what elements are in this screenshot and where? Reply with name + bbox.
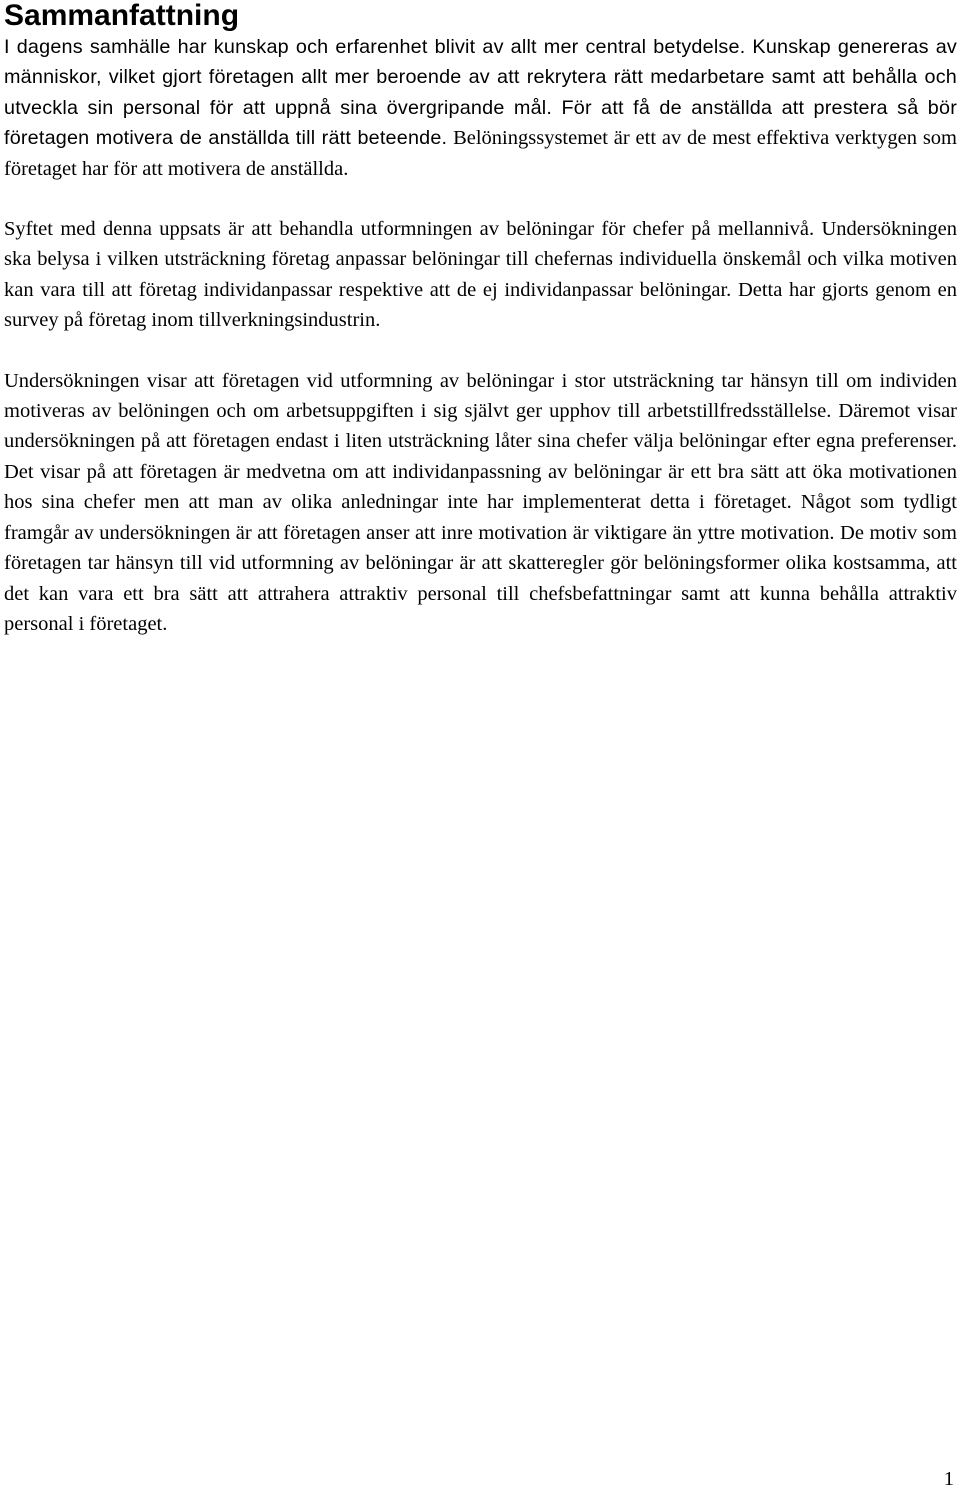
paragraph-purpose: Syftet med denna uppsats är att behandla utformningen av belöningar för chefer på mellannivå. Undersökningen ska belysa i vilken utsträckning företag anpassar belöningar till chefernas individuella önskemål och vilka motiven kan vara till att företag individanpassar respektive att de ej individanpassar belöningar. Detta har gjorts genom en survey på företag inom tillverkningsindustrin. (4, 218, 957, 332)
paragraph-intro-sans-text: I dagens samhälle har kunskap och erfarenhet blivit av allt mer central betydelse. Kunskap genereras av människor, vilket gjort företagen allt mer beroende av att rekrytera rätt medarbetare samt att behålla och utveckla sin personal för att uppnå sina övergripande mål. För att få de anställda att prestera så bör företagen motivera de anställda till rätt beteende. (4, 36, 957, 150)
paragraph-findings: Undersökningen visar att företagen vid utformning av belöningar i stor utsträckning tar hänsyn till om individen motiveras av belöningen och om arbetsuppgiften i sig självt ger upphov till arbetstillfredsställelse. Däremot visar undersökningen på att företagen endast i liten utsträckning låter sina chefer välja belöningar efter egna preferenser. Det visar på att företagen är medvetna om att individanpassning av belöningar är ett bra sätt att öka motivationen hos sina chefer men att man av olika anledningar inte har implementerat detta i företaget. Något som tydligt framgår av undersökningen är att företagen anser att inre motivation är viktigare än yttre motivation. De motiv som företagen tar hänsyn till vid utformning av belöningar är att skatteregler gör belöningsformer olika kostsamma, att det kan vara ett bra sätt att attrahera attraktiv personal till chefsbefattningar samt att kunna behålla attraktiv personal i företaget. (4, 369, 957, 635)
page-number: 1 (943, 1468, 954, 1490)
paragraph-intro-serif-text: Belöningssystemet är ett av de mest effektiva verktygen som företaget har för att motivera de anställda. (4, 127, 958, 180)
paragraph-intro (4, 32, 957, 184)
section-title: Sammanfattning (4, 0, 240, 32)
